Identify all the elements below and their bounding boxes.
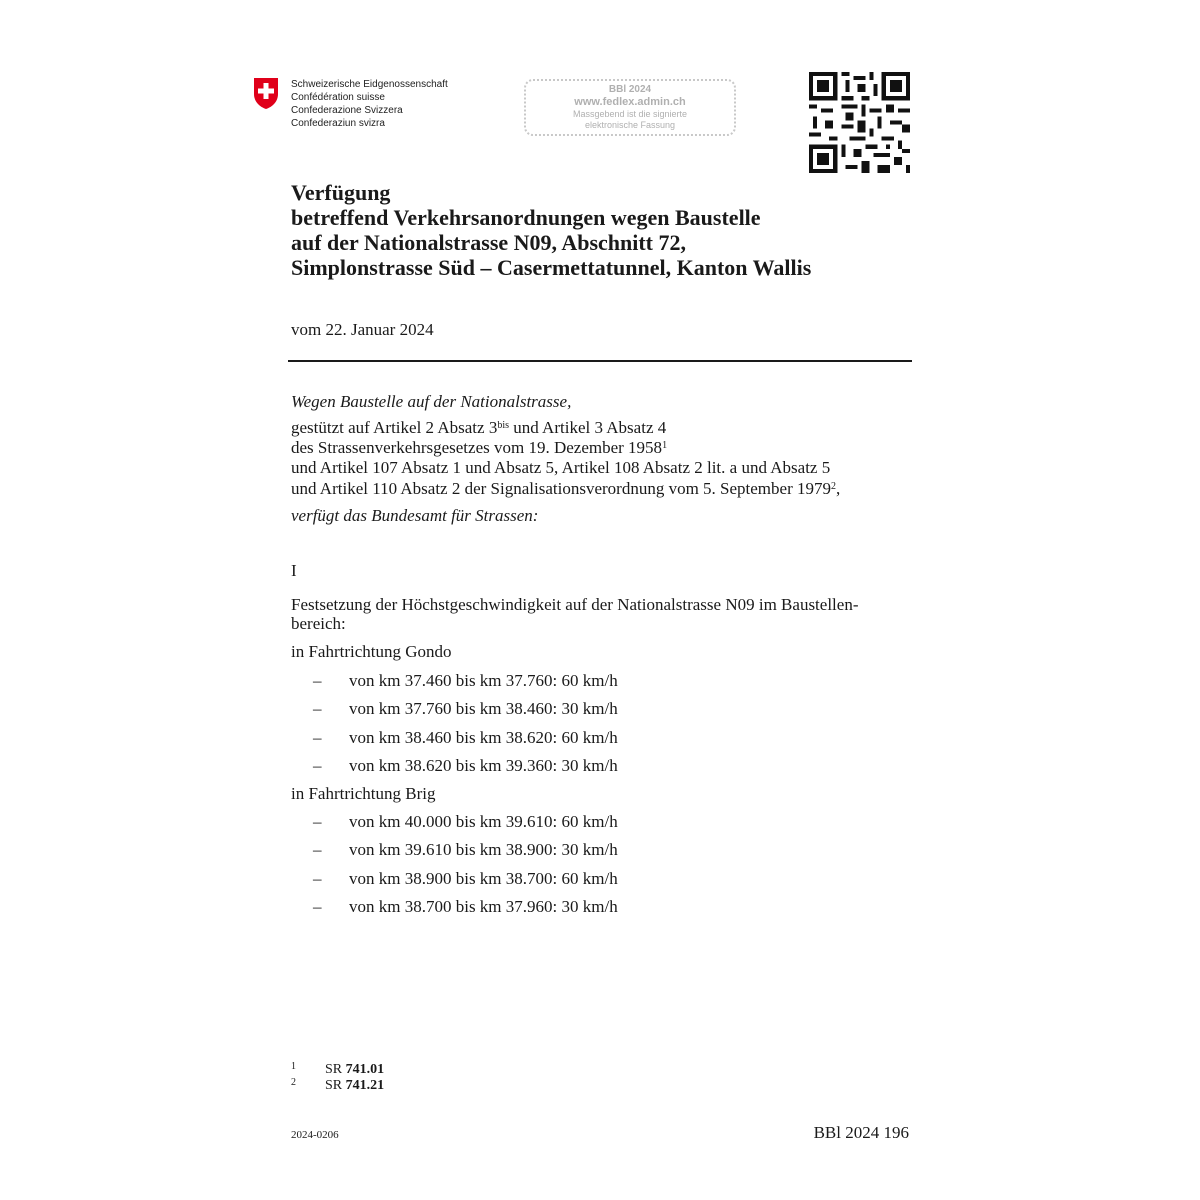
federation-names <box>291 78 448 130</box>
federation-name-de: Schweizerische Eidgenossenschaft <box>291 79 448 90</box>
title-line: betreffend Verkehrsanordnungen wegen Baustelle <box>291 205 761 230</box>
preamble-decree: verfügt das Bundesamt für Strassen: <box>291 506 539 525</box>
publication-stamp <box>524 79 736 136</box>
preamble-line-4: und Artikel 110 Absatz 2 der Signalisationsverordnung vom 5. September 1979$^2$, <box>291 479 841 498</box>
preamble-line-2: des Strassenverkehrsgesetzes vom 19. Dezember 1958$^1$ <box>291 438 668 457</box>
section-text-line-2: bereich: <box>291 614 346 633</box>
title-line: Simplonstrasse Süd – Casermettatunnel, Kanton Wallis <box>291 255 812 280</box>
title-line: auf der Nationalstrasse N09, Abschnitt 72, <box>291 230 687 255</box>
preamble-line-3: und Artikel 107 Absatz 1 und Absatz 5, Artikel 108 Absatz 2 lit. a und Absatz 5 <box>291 458 831 477</box>
direction-heading-brig: in Fahrtrichtung Brig <box>291 784 436 803</box>
document-number: 2024-0206 <box>291 1129 339 1141</box>
section-text-line-1: Festsetzung der Höchstgeschwindigkeit auf der Nationalstrasse N09 im Baustellen- <box>291 595 859 614</box>
federation-name-rm: Confederaziun svizra <box>291 118 385 129</box>
title-divider <box>288 360 912 362</box>
preamble-intro: Wegen Baustelle auf der Nationalstrasse, <box>291 392 572 411</box>
footnote-ref[interactable]: 1 <box>662 440 668 451</box>
stamp-line-3: Massgebend ist die signierte <box>572 109 688 119</box>
footnote-link[interactable]: 741.01 <box>345 1062 385 1077</box>
section-numeral: I <box>291 561 297 580</box>
stamp-line-2: www.fedlex.admin.ch <box>574 96 686 108</box>
decree-title <box>291 180 811 280</box>
preamble-line-1: gestützt auf Artikel 2 Absatz $3^{bis}$ und Artikel 3 Absatz 4 <box>291 418 667 437</box>
page-reference: BBl 2024 196 <box>813 1123 909 1142</box>
direction-heading-gondo: in Fahrtrichtung Gondo <box>291 642 452 661</box>
qr-code-icon <box>809 72 910 173</box>
footnote-ref[interactable]: 2 <box>831 481 836 492</box>
federation-name-fr: Confédération suisse <box>291 92 385 103</box>
swiss-emblem-icon <box>252 76 280 110</box>
decree-date: vom 22. Januar 2024 <box>291 320 434 339</box>
stamp-line-1: BBl 2024 <box>608 84 652 95</box>
document-page: Schweizerische Eidgenossenschaft Confédération suisse Confederazione Svizzera Confederaziun svizra BBl 2024 www.fedlex.admin.ch Massgebend ist die signierte elektronische Fassung Verfügung betreffend Verkehrsanordnungen wegen Baustelle auf der Nationalstrasse N09, Abschnitt 72, Simplonstrasse Süd – Casermettatunnel, Kanton Wallis vom 22. Januar 2024 Wegen Baustelle auf der Nationalstrasse, gestützt auf Artikel 2 Absatz $3^{bis}$ und Artikel 3 Absatz 4 des Strassenverkehrsgesetzes vom 19. Dezember 1958$^1$ und Artikel 107 Absatz 1 und Absatz 5, Artikel 108 Absatz 2 lit. a und Absatz 5 und Artikel 110 Absatz 2 der Signalisationsverordnung vom 5. September 1979$^2$, verfügt das Bundesamt für Strassen: I Festsetzung der Höchstgeschwindigkeit auf der Nationalstrasse N09 im Baustellen- bereich: in Fahrtrichtung Gondo – von km 37.460 bis km 37.760: 60 km/h – von km 37.760 bis km 38.460: 30 km/h – von km 38.460 bis km 38.620: 60 km/h – von km 38.620 bis km 39.360: 30 km/h in Fahrtrichtung Brig – von km 40.000 bis km 39.610: 60 km/h – von km 39.610 bis km 38.900: 30 km/h – von km 38.900 bis km 38.700: 60 km/h – von km 38.700 bis km 37.960: 30 km/h 1 SR 741.01 2 SR 741.21 2024-0206 BBl 2024 196 <box>0 0 1200 1200</box>
footnote-link[interactable]: 741.21 <box>345 1078 385 1093</box>
stamp-line-4: elektronische Fassung <box>584 120 676 130</box>
federation-name-it: Confederazione Svizzera <box>291 105 403 116</box>
title-line: Verfügung <box>291 180 391 205</box>
